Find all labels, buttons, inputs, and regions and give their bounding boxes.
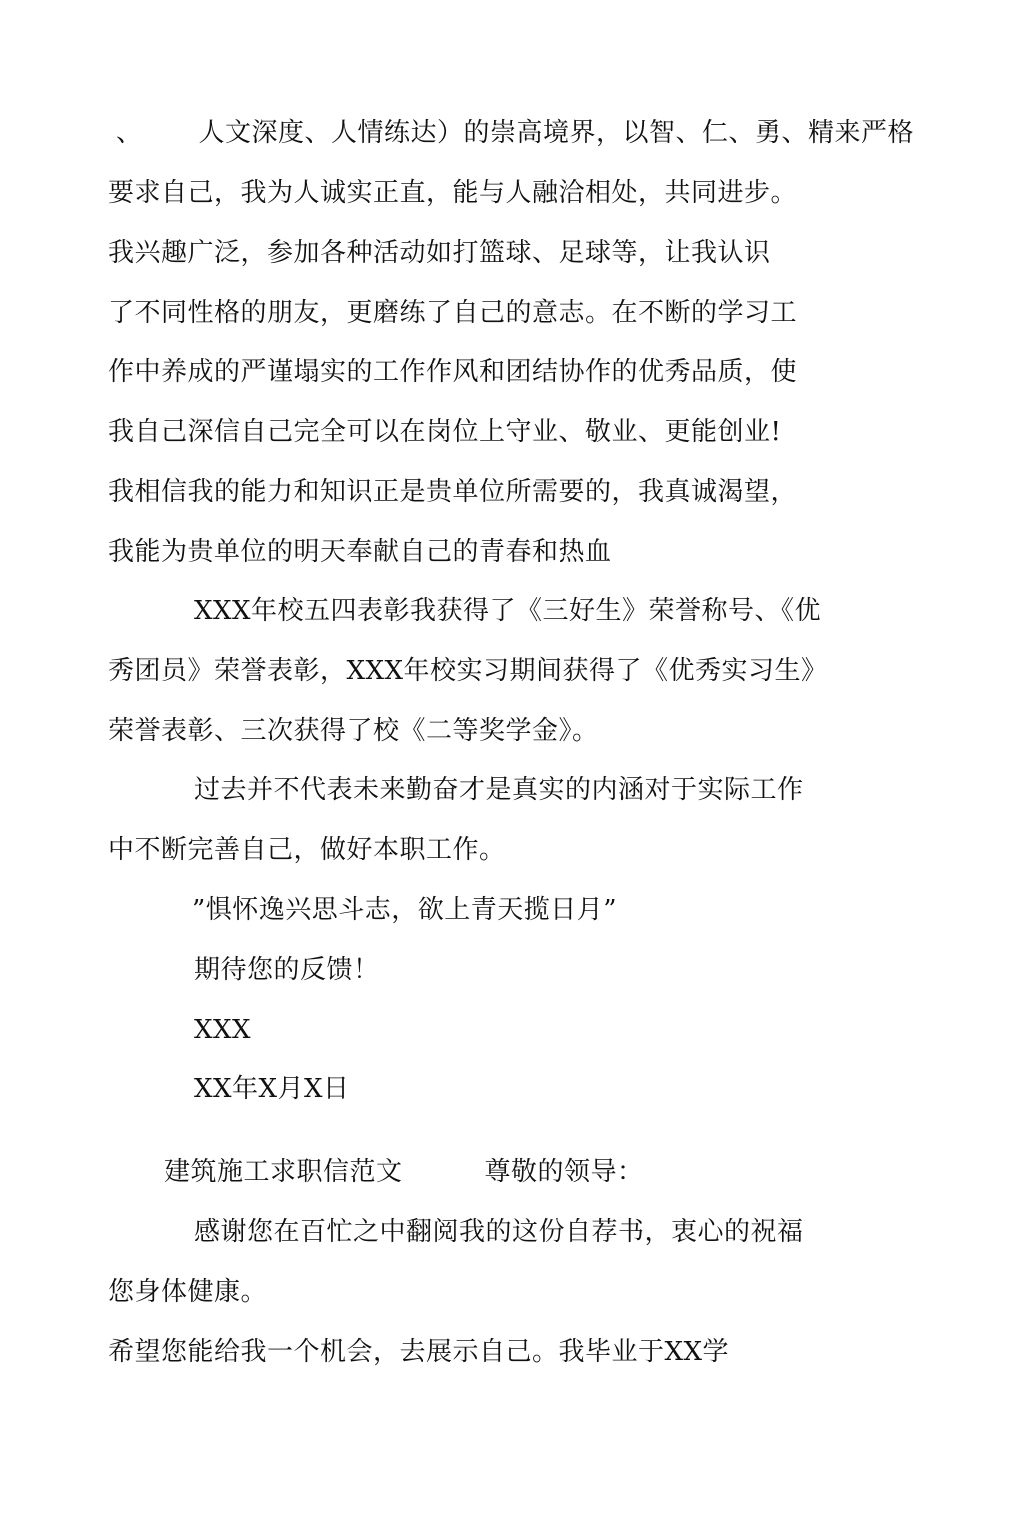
letter-title: 建筑施工求职信范文 [164, 1157, 403, 1187]
paragraph-line: 了不同性格的朋友，更磨练了自己的意志。在不断的学习工 [108, 298, 798, 328]
paragraph-line: 我自己深信自己完全可以在岗位上守业、敬业、更能创业! [108, 417, 782, 447]
paragraph-line: 我能为贵单位的明天奉献自己的青春和热血 [108, 537, 612, 567]
paragraph-line: 我相信我的能力和知识正是贵单位所需要的，我真诚渴望， [108, 477, 798, 507]
paragraph-line: XXX年校五四表彰我获得了《三好生》荣誉称号、《优 [194, 596, 822, 626]
signature-name: XXX [194, 1015, 252, 1045]
paragraph-line: 作中养成的严谨塌实的工作作风和团结协作的优秀品质，使 [108, 357, 798, 387]
letter-heading [164, 1155, 644, 1189]
line-fragment: 人文深度、人情练达）的崇高境界，以智、仁、勇、精来严格 [198, 118, 915, 148]
paragraph-line: 要求自己，我为人诚实正直，能与人融洽相处，共同进步。 [108, 178, 798, 208]
quote-line: ”惧怀逸兴思斗志，欲上青天揽日月” [192, 895, 618, 925]
paragraph-line: 荣誉表彰、三次获得了校《二等奖学金》。 [108, 716, 599, 746]
paragraph-line: 秀团员》荣誉表彰，XXX年校实习期间获得了《优秀实习生》 [108, 656, 828, 686]
paragraph-line: 过去并不代表未来勤奋才是真实的内涵对于实际工作 [194, 775, 804, 805]
line-fragment: 、 [116, 118, 143, 148]
paragraph-line: 您身体健康。 [108, 1277, 268, 1307]
signature-date: XX年X月X日 [194, 1074, 350, 1104]
paragraph-line [116, 116, 914, 150]
closing-line: 期待您的反馈！ [194, 955, 380, 985]
paragraph-line: 中不断完善自己，做好本职工作。 [108, 835, 506, 865]
paragraph-line: 感谢您在百忙之中翻阅我的这份自荐书，衷心的祝福 [194, 1217, 804, 1247]
paragraph-line: 希望您能给我一个机会，去展示自己。我毕业于XX学 [108, 1337, 730, 1367]
paragraph-line: 我兴趣广泛，参加各种活动如打篮球、足球等，让我认识 [108, 238, 771, 268]
letter-salutation: 尊敬的领导： [484, 1157, 644, 1187]
